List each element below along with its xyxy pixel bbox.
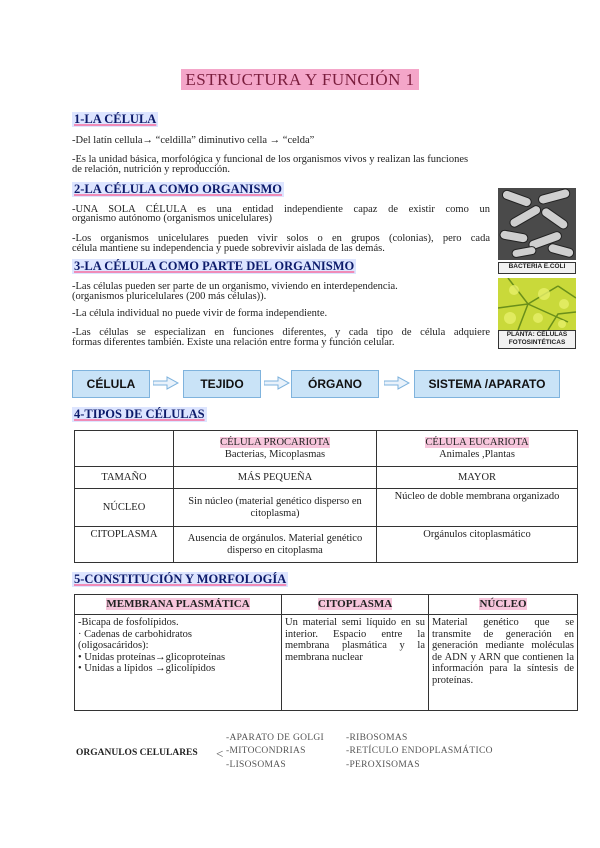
row-label: TAMAÑO <box>75 467 174 489</box>
table-corner <box>75 431 174 467</box>
bacteria-ecoli-image <box>498 188 576 260</box>
row-label: NÚCLEO <box>75 489 174 527</box>
s3-paragraph-1b: (organismos pluricelulares (200 más células)). <box>72 291 267 302</box>
bacteria-caption: BACTERIA E.COLI <box>498 262 576 274</box>
flow-organ-box: ÓRGANO <box>291 370 379 398</box>
s1-paragraph-2a: -Es la unidad básica, morfológica y funcional de los organismos vivos y realizan las funciones <box>72 154 469 165</box>
eucariota-cell: Orgánulos citoplasmático <box>377 527 578 563</box>
table-row <box>75 467 578 489</box>
constitution-table <box>74 594 578 711</box>
membrane-cell: -Bicapa de fosfolípidos. · Cadenas de carbohidratos (oligosacáridos): • Unidas proteínas→glicoproteínas • Unidas a lípidos →glicolípidos <box>75 615 282 711</box>
table-row <box>75 489 578 527</box>
eucariota-header: CÉLULA EUCARIOTA Animales ,Plantas <box>377 431 578 467</box>
nucleus-header: NÚCLEO <box>429 595 578 615</box>
eucariota-cell: Núcleo de doble membrana organizado <box>377 489 578 527</box>
organelle-lysosomes: -LISOSOMAS <box>226 760 287 770</box>
cytoplasm-cell: Un material semi líquido en su interior. Espacio entre la membrana plasmática y la membrana nuclear <box>282 615 429 711</box>
membrane-header: MEMBRANA PLASMÁTICA <box>75 595 282 615</box>
organelle-ribosomes: -RIBOSOMAS <box>346 733 408 743</box>
procariota-header: CÉLULA PROCARIOTA Bacterias, Micoplasmas <box>174 431 377 467</box>
section-5-heading: 5-CONSTITUCIÓN Y MORFOLOGÍA <box>74 572 287 586</box>
s2-paragraph-2b: célula mantiene su independencia y puede sobrevivir aislada de las demás. <box>72 243 385 254</box>
organelle-mitochondria: -MITOCONDRIAS <box>226 746 306 756</box>
section-1-heading: 1-LA CÉLULA <box>74 112 157 126</box>
arrow-right-icon <box>264 376 290 390</box>
eucariota-cell: MAYOR <box>377 467 578 489</box>
flow-tissue-box: TEJIDO <box>183 370 261 398</box>
hierarchy-flow <box>72 370 562 398</box>
procariota-cell: MÁS PEQUEÑA <box>174 467 377 489</box>
flow-system-box: SISTEMA /APARATO <box>414 370 560 398</box>
organelle-er: -RETÍCULO ENDOPLASMÁTICO <box>346 746 493 756</box>
arrow-right-icon <box>153 376 179 390</box>
s1-paragraph-2b: de relación, nutrición y reproducción. <box>72 164 231 175</box>
section-2-heading: 2-LA CÉLULA COMO ORGANISMO <box>74 182 283 196</box>
arrow-right-icon <box>384 376 410 390</box>
s2-paragraph-1a: -UNA SOLA CÉLULA es una entidad independiente capaz de existir como un <box>72 204 490 215</box>
s2-paragraph-1b: organismo autónomo (organismos unicelulares) <box>72 213 272 224</box>
s3-paragraph-2: -La célula individual no puede vivir de forma independiente. <box>72 308 328 319</box>
cytoplasm-header: CITOPLASMA <box>282 595 429 615</box>
s2-paragraph-2a: -Los organismos unicelulares pueden vivir solos o en grupos (colonias), pero cada <box>72 233 490 244</box>
table-row <box>75 527 578 563</box>
organelles-label: ORGANULOS CELULARES <box>76 748 198 758</box>
procariota-cell: Sin núcleo (material genético disperso en citoplasma) <box>174 489 377 527</box>
procariota-cell: Ausencia de orgánulos. Material genético disperso en citoplasma <box>174 527 377 563</box>
section-4-heading: 4-TIPOS DE CÉLULAS <box>74 407 205 421</box>
s3-paragraph-1a: -Las células pueden ser parte de un organismo, viviendo en interdependencia. <box>72 281 398 292</box>
organelle-golgi: -APARATO DE GOLGI <box>226 733 324 743</box>
s3-paragraph-3a: -Las células se especializan en funciones diferentes, y cada tipo de célula adquiere <box>72 327 490 338</box>
s1-paragraph-1: -Del latín cellula→ “celdilla” diminutivo cella → “celda” <box>72 135 315 146</box>
cell-types-table <box>74 430 578 563</box>
organelle-peroxisomes: -PEROXISOMAS <box>346 760 420 770</box>
flow-cell-box: CÉLULA <box>72 370 150 398</box>
section-3-heading: 3-LA CÉLULA COMO PARTE DEL ORGANISMO <box>74 259 355 273</box>
plant-cells-image <box>498 278 576 330</box>
s3-paragraph-3b: formas diferentes también. Existe una relación entre forma y función celular. <box>72 337 395 348</box>
row-label: CITOPLASMA <box>75 527 174 563</box>
nucleus-cell: Material genético que se transmite de generación en generación mediante moléculas de ADN y ARN que contienen la información para la síntesis de proteínas. <box>429 615 578 711</box>
bracket-icon: < <box>216 746 224 761</box>
page-title: ESTRUCTURA Y FUNCIÓN 1 <box>0 70 600 90</box>
plant-caption: PLANTA: CÉLULAS FOTOSINTÉTICAS <box>498 330 576 349</box>
